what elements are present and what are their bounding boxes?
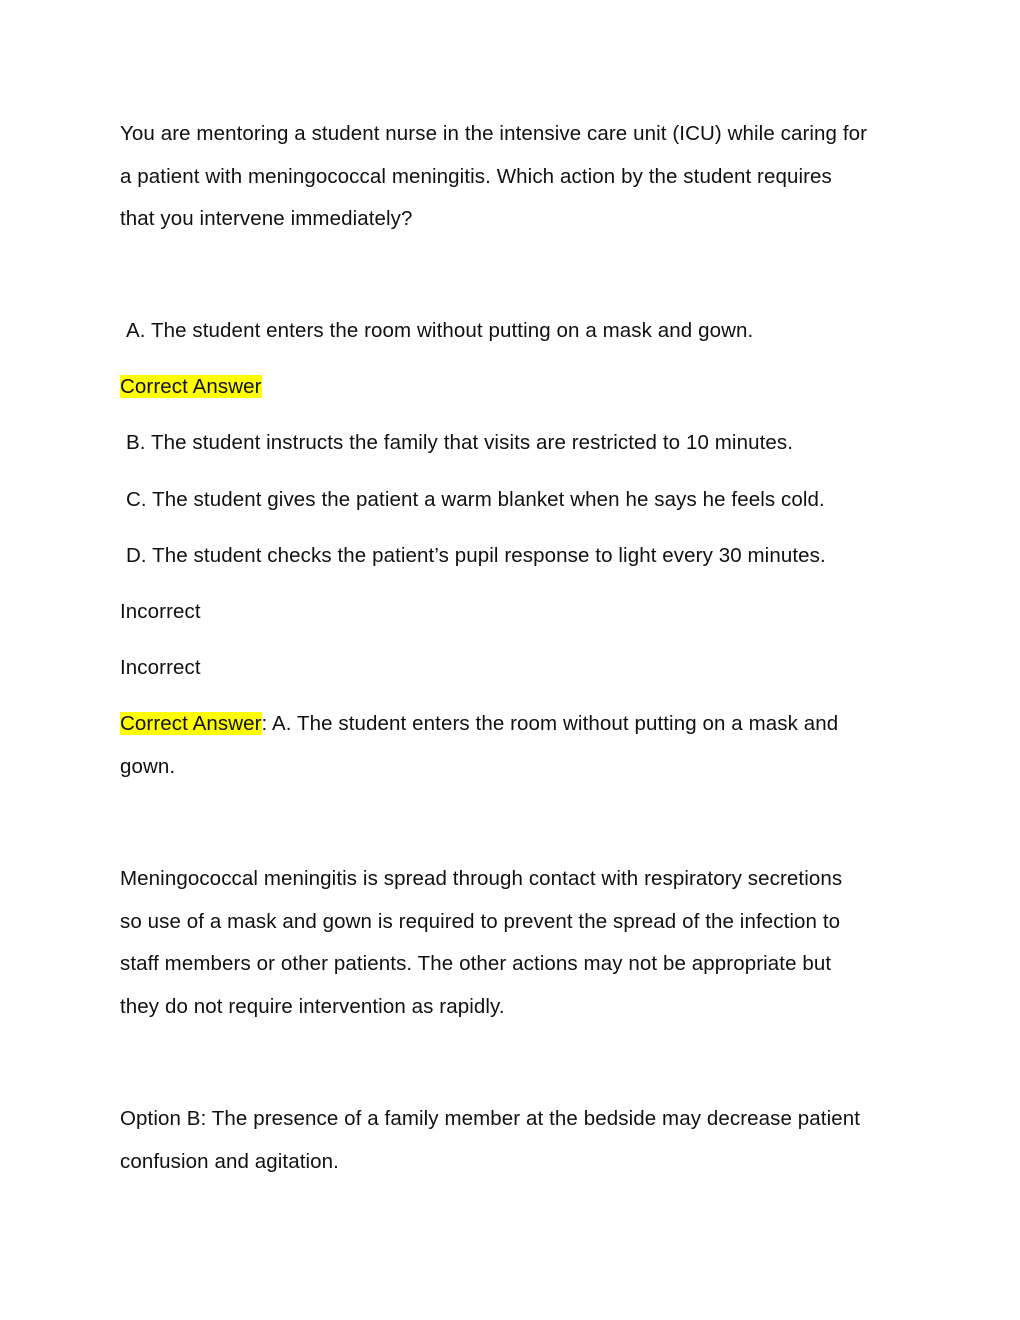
rationale-line-1: Meningococcal meningitis is spread through contact with respiratory secretions (120, 867, 843, 890)
option-c: C. The student gives the patient a warm blanket when he says he feels cold. (126, 488, 825, 511)
answer-line-1 (120, 710, 838, 738)
correct-answer-highlight: Correct Answer (120, 375, 262, 398)
rationale-line-4: they do not require intervention as rapidly. (120, 995, 505, 1018)
option-a-correct-tag (120, 373, 262, 401)
rationale-line-3: staff members or other patients. The other actions may not be appropriate but (120, 952, 832, 975)
option-b-rationale-line-1: Option B: The presence of a family member at the bedside may decrease patient (120, 1107, 861, 1130)
option-a: A. The student enters the room without putting on a mask and gown. (126, 319, 754, 342)
option-d: D. The student checks the patient’s pupil response to light every 30 minutes. (126, 544, 826, 567)
answer-text: : A. The student enters the room without putting on a mask and (261, 712, 839, 735)
rationale-line-2: so use of a mask and gown is required to prevent the spread of the infection to (120, 910, 841, 933)
option-b: B. The student instructs the family that visits are restricted to 10 minutes. (126, 431, 794, 454)
question-line-1: You are mentoring a student nurse in the intensive care unit (ICU) while caring for (120, 122, 868, 145)
incorrect-label-2: Incorrect (120, 656, 201, 679)
answer-line-2: gown. (120, 755, 176, 778)
question-line-2: a patient with meningococcal meningitis. Which action by the student requires (120, 165, 832, 188)
question-line-3: that you intervene immediately? (120, 207, 413, 230)
answer-label-highlight: Correct Answer (120, 712, 262, 735)
incorrect-label-1: Incorrect (120, 600, 201, 623)
option-b-rationale-line-2: confusion and agitation. (120, 1150, 339, 1173)
